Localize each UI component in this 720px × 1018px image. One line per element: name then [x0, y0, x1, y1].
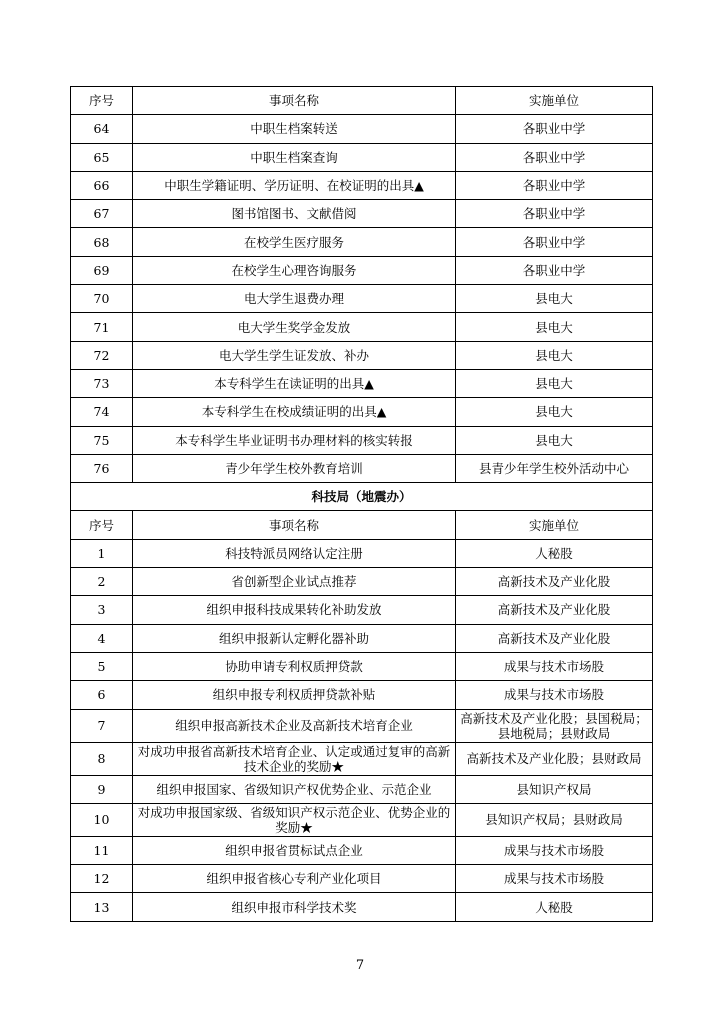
- cell-unit: 县电大: [456, 426, 653, 454]
- cell-index: 71: [71, 313, 133, 341]
- cell-index: 69: [71, 256, 133, 284]
- cell-index: 72: [71, 341, 133, 369]
- table-row: [71, 454, 653, 482]
- cell-index: 74: [71, 398, 133, 426]
- table-row: [71, 369, 653, 397]
- cell-index: 66: [71, 171, 133, 199]
- cell-item-name: 省创新型企业试点推荐: [133, 568, 456, 596]
- cell-unit: 县电大: [456, 369, 653, 397]
- cell-index: 9: [71, 775, 133, 803]
- cell-item-name: 组织申报国家、省级知识产权优势企业、示范企业: [133, 775, 456, 803]
- table-row: [71, 775, 653, 803]
- cell-unit: 高新技术及产业化股: [456, 596, 653, 624]
- cell-item-name: 对成功申报国家级、省级知识产权示范企业、优势企业的奖励★: [133, 803, 456, 836]
- cell-index: 6: [71, 681, 133, 709]
- column-header-unit: 实施单位: [456, 511, 653, 539]
- cell-item-name: 在校学生医疗服务: [133, 228, 456, 256]
- table-row: [71, 893, 653, 921]
- column-header-item: 事项名称: [133, 511, 456, 539]
- cell-index: 73: [71, 369, 133, 397]
- table-row: [71, 313, 653, 341]
- header-row: [71, 87, 653, 115]
- table-body: [71, 87, 653, 922]
- cell-item-name: 组织申报市科学技术奖: [133, 893, 456, 921]
- table-row: [71, 742, 653, 775]
- table-row: [71, 285, 653, 313]
- cell-unit: 各职业中学: [456, 143, 653, 171]
- cell-unit: 县知识产权局；县财政局: [456, 803, 653, 836]
- cell-unit: 县青少年学生校外活动中心: [456, 454, 653, 482]
- table-row: [71, 652, 653, 680]
- cell-item-name: 组织申报省贯标试点企业: [133, 836, 456, 864]
- cell-index: 2: [71, 568, 133, 596]
- table-row: [71, 709, 653, 742]
- section-row: [71, 483, 653, 511]
- cell-index: 75: [71, 426, 133, 454]
- cell-index: 10: [71, 803, 133, 836]
- column-header-index: 序号: [71, 511, 133, 539]
- cell-unit: 成果与技术市场股: [456, 865, 653, 893]
- cell-index: 68: [71, 228, 133, 256]
- cell-unit: 各职业中学: [456, 256, 653, 284]
- cell-unit: 成果与技术市场股: [456, 681, 653, 709]
- cell-index: 64: [71, 115, 133, 143]
- column-header-item: 事项名称: [133, 87, 456, 115]
- cell-item-name: 组织申报科技成果转化补助发放: [133, 596, 456, 624]
- column-header-index: 序号: [71, 87, 133, 115]
- table-row: [71, 341, 653, 369]
- cell-unit: 县电大: [456, 341, 653, 369]
- cell-item-name: 本专科学生毕业证明书办理材料的核实转报: [133, 426, 456, 454]
- cell-item-name: 本专科学生在校成绩证明的出具▲: [133, 398, 456, 426]
- cell-unit: 高新技术及产业化股；县财政局: [456, 742, 653, 775]
- cell-item-name: 本专科学生在读证明的出具▲: [133, 369, 456, 397]
- cell-item-name: 在校学生心理咨询服务: [133, 256, 456, 284]
- cell-unit: 县电大: [456, 285, 653, 313]
- cell-unit: 各职业中学: [456, 115, 653, 143]
- cell-item-name: 青少年学生校外教育培训: [133, 454, 456, 482]
- service-table: [70, 86, 653, 922]
- cell-unit: 县知识产权局: [456, 775, 653, 803]
- cell-item-name: 电大学生奖学金发放: [133, 313, 456, 341]
- cell-index: 5: [71, 652, 133, 680]
- cell-item-name: 图书馆图书、文献借阅: [133, 200, 456, 228]
- cell-unit: 高新技术及产业化股: [456, 624, 653, 652]
- cell-item-name: 中职生学籍证明、学历证明、在校证明的出具▲: [133, 171, 456, 199]
- cell-index: 8: [71, 742, 133, 775]
- table-row: [71, 596, 653, 624]
- table-row: [71, 539, 653, 567]
- cell-unit: 人秘股: [456, 893, 653, 921]
- cell-item-name: 组织申报新认定孵化器补助: [133, 624, 456, 652]
- cell-unit: 各职业中学: [456, 200, 653, 228]
- cell-unit: 各职业中学: [456, 228, 653, 256]
- cell-unit: 成果与技术市场股: [456, 652, 653, 680]
- section-title: 科技局（地震办）: [71, 483, 653, 511]
- table-row: [71, 803, 653, 836]
- cell-index: 76: [71, 454, 133, 482]
- cell-item-name: 对成功申报省高新技术培育企业、认定或通过复审的高新技术企业的奖励★: [133, 742, 456, 775]
- page-number: 7: [355, 958, 365, 973]
- cell-index: 7: [71, 709, 133, 742]
- cell-index: 3: [71, 596, 133, 624]
- cell-unit: 成果与技术市场股: [456, 836, 653, 864]
- cell-unit: 县电大: [456, 313, 653, 341]
- column-header-unit: 实施单位: [456, 87, 653, 115]
- cell-item-name: 组织申报高新技术企业及高新技术培育企业: [133, 709, 456, 742]
- cell-item-name: 组织申报省核心专利产业化项目: [133, 865, 456, 893]
- cell-item-name: 协助申请专利权质押贷款: [133, 652, 456, 680]
- cell-item-name: 电大学生退费办理: [133, 285, 456, 313]
- table-row: [71, 398, 653, 426]
- cell-unit: 各职业中学: [456, 171, 653, 199]
- header-row: [71, 511, 653, 539]
- table-row: [71, 228, 653, 256]
- table-row: [71, 568, 653, 596]
- table-row: [71, 256, 653, 284]
- cell-index: 12: [71, 865, 133, 893]
- cell-index: 65: [71, 143, 133, 171]
- cell-unit: 人秘股: [456, 539, 653, 567]
- table-row: [71, 426, 653, 454]
- table-row: [71, 171, 653, 199]
- table-row: [71, 200, 653, 228]
- table-row: [71, 681, 653, 709]
- cell-item-name: 中职生档案查询: [133, 143, 456, 171]
- cell-index: 1: [71, 539, 133, 567]
- table-row: [71, 624, 653, 652]
- cell-item-name: 组织申报专利权质押贷款补贴: [133, 681, 456, 709]
- cell-item-name: 中职生档案转送: [133, 115, 456, 143]
- cell-item-name: 科技特派员网络认定注册: [133, 539, 456, 567]
- cell-index: 4: [71, 624, 133, 652]
- cell-index: 70: [71, 285, 133, 313]
- cell-unit: 高新技术及产业化股: [456, 568, 653, 596]
- cell-index: 11: [71, 836, 133, 864]
- cell-index: 13: [71, 893, 133, 921]
- table-row: [71, 115, 653, 143]
- cell-unit: 高新技术及产业化股；县国税局；县地税局；县财政局: [456, 709, 653, 742]
- cell-item-name: 电大学生学生证发放、补办: [133, 341, 456, 369]
- table-row: [71, 865, 653, 893]
- table-row: [71, 836, 653, 864]
- cell-unit: 县电大: [456, 398, 653, 426]
- cell-index: 67: [71, 200, 133, 228]
- table-row: [71, 143, 653, 171]
